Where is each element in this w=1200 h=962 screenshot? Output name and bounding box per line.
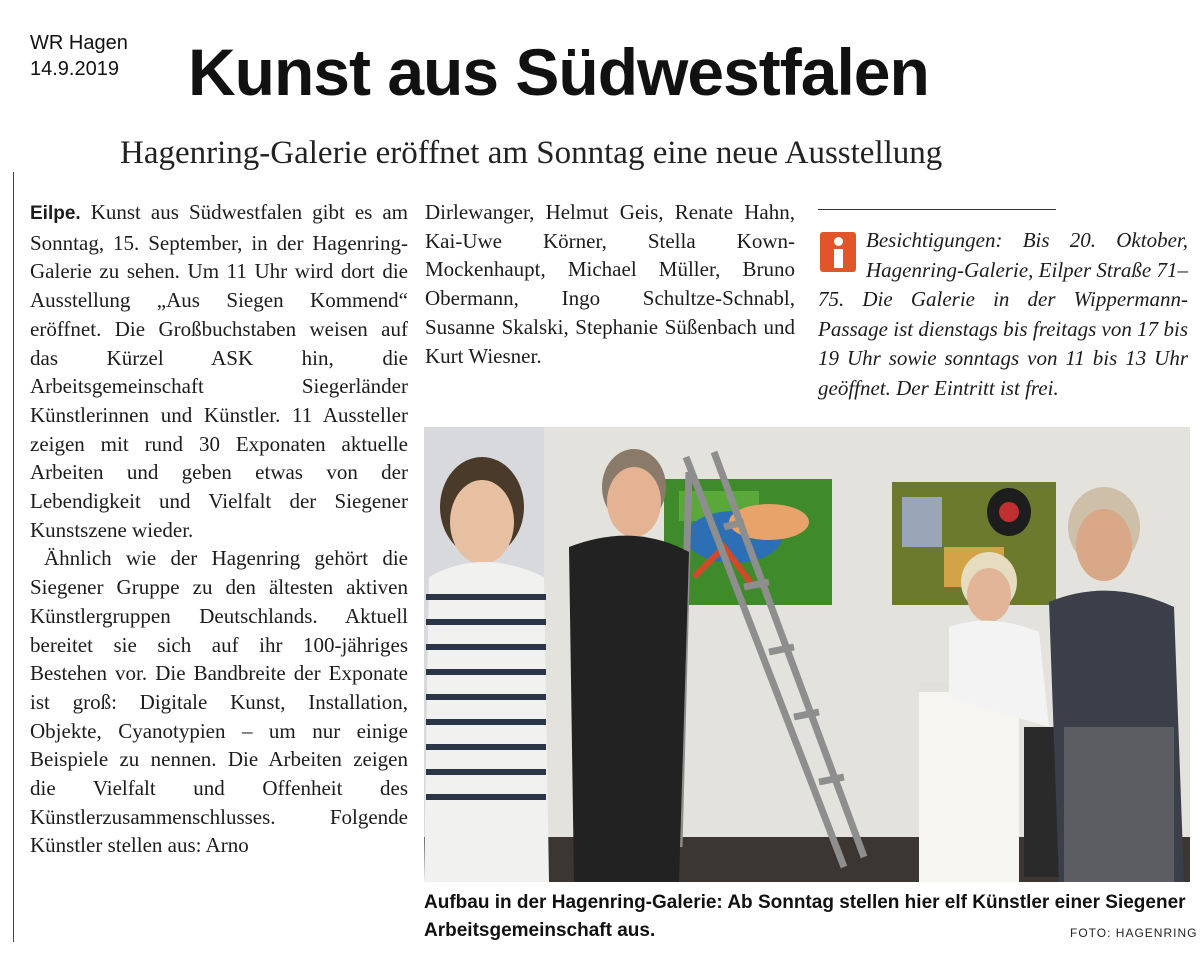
dateline: Eilpe.: [30, 203, 81, 224]
publication-name: WR Hagen: [30, 32, 128, 54]
headline: Kunst aus Südwestfalen: [188, 35, 929, 109]
publication-date: 14.9.2019: [30, 58, 119, 80]
source-info: [30, 30, 128, 82]
article-paragraph-2-continued: Dirlewanger, Helmut Geis, Renate Hahn, Kai-Uwe Körner, Stella Kown-Mockenhaupt, Michael Müller, Bruno Obermann, Ingo Schultze-Schnabl, Susanne Skalski, Stephanie Süßenbach und Kurt Wiesner.: [425, 200, 795, 368]
article-paragraph-1: [30, 198, 408, 544]
article-column-1: [30, 198, 408, 860]
left-margin-rule: [13, 172, 14, 942]
info-icon: [820, 232, 856, 272]
photo-caption: Aufbau in der Hagenring-Galerie: Ab Sonntag stellen hier elf Künstler einer Siegener Arbeitsgemeinschaft aus.: [424, 892, 1186, 941]
article-column-2: [425, 198, 795, 370]
subheadline: Hagenring-Galerie eröffnet am Sonntag eine neue Ausstellung: [120, 135, 943, 171]
infobox-rule: [818, 209, 1056, 210]
info-text: Besichtigungen: Bis 20. Oktober, Hagenring-Galerie, Eilper Straße 71–75. Die Galerie in der Wippermann-Passage ist dienstags bis freitags von 17 bis 19 Uhr sowie sonntags von 11 bis 13 Uhr geöffnet. Der Eintritt ist frei.: [818, 228, 1188, 400]
paragraph-1-text: Kunst aus Südwestfalen gibt es am Sonntag, 15. September, in der Hagenring-Galerie zu sehen. Um 11 Uhr wird dort die Ausstellung „Aus Siegen Kommend“ eröffnet. Die Großbuchstaben weisen auf das Kürzel ASK hin, die Arbeitsgemeinschaft Siegerländer Künstlerinnen und Künstler. 11 Aussteller zeigen mit rund 30 Exponaten aktuelle Arbeiten und geben etwas von der Lebendigkeit und Vielfalt der Siegener Kunstszene wieder.: [30, 200, 408, 542]
photo-credit: FOTO: HAGENRING: [1070, 926, 1198, 940]
article-paragraph-2: Ähnlich wie der Hagenring gehört die Siegener Gruppe zu den ältesten aktiven Künstlergruppen Deutschlands. Aktuell bereitet sie sich auf ihr 100-jähriges Bestehen vor. Die Bandbreite der Exponate ist groß: Digitale Kunst, Installation, Objekte, Cyanotypien – um nur einige Beispiele zu nennen. Die Arbeiten zeigen die Vielfalt und Offenheit des Künstlerzusammenschlusses. Folgende Künstler stellen aus: Arno: [30, 546, 408, 858]
info-box: [818, 226, 1188, 403]
article-photo: [424, 427, 1190, 882]
